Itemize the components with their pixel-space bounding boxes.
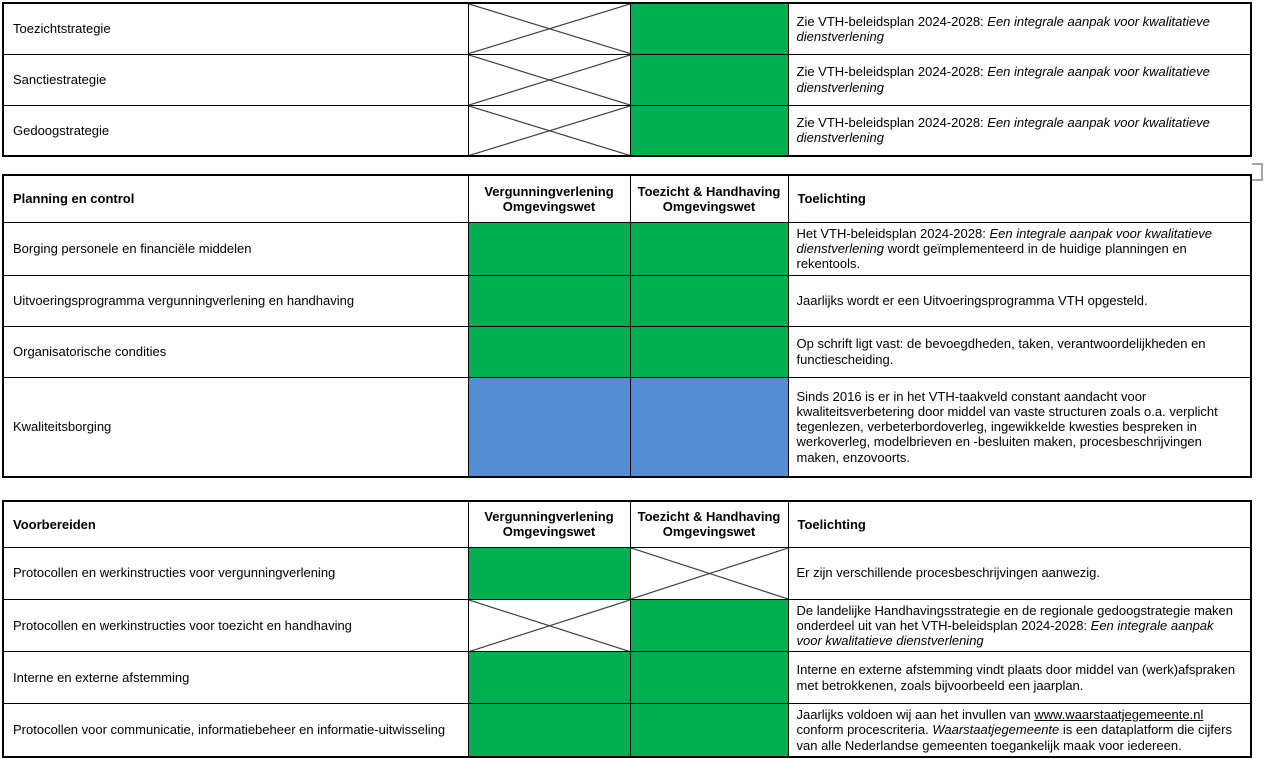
status-cell-toezicht-handhaving-green xyxy=(630,326,788,377)
table-voorbereiden xyxy=(2,500,1252,758)
toelichting-cell xyxy=(788,54,1251,105)
status-cell-vergunningverlening-green xyxy=(468,326,630,377)
table-planning-en-control xyxy=(2,174,1252,478)
text-segment: conform procescriteria. xyxy=(796,722,933,738)
text-segment: Er zijn verschillende procesbeschrijvingen aanwezig. xyxy=(796,565,1100,581)
table-row xyxy=(3,704,1251,757)
row-label: Borging personele en financiële middelen xyxy=(3,222,468,275)
status-cell-vergunningverlening-cross xyxy=(468,599,630,652)
document-page xyxy=(2,2,1252,758)
status-cell-toezicht-handhaving-green xyxy=(630,599,788,652)
object-anchor-marker xyxy=(1252,163,1263,181)
status-cell-toezicht-handhaving-green xyxy=(630,275,788,326)
toelichting-cell xyxy=(788,652,1251,704)
column-header-toelichting: Toelichting xyxy=(788,501,1251,547)
vth-assessment-tables xyxy=(2,2,1252,758)
status-cell-vergunningverlening-cross xyxy=(468,54,630,105)
column-header-vergunningverlening: Vergunningverlening Omgevingswet xyxy=(468,175,630,222)
table-row xyxy=(3,3,1251,54)
cross-icon xyxy=(469,106,630,156)
toelichting-cell xyxy=(788,105,1251,156)
status-cell-vergunningverlening-green xyxy=(468,652,630,704)
text-segment: Waarstaatjegemeente xyxy=(932,722,1060,738)
header-row xyxy=(3,175,1251,222)
status-cell-toezicht-handhaving-green xyxy=(630,652,788,704)
cross-icon xyxy=(469,55,630,105)
cross-icon xyxy=(631,548,788,599)
header-row xyxy=(3,501,1251,547)
text-segment: Zie VTH-beleidsplan 2024-2028: xyxy=(796,64,988,80)
table-row xyxy=(3,222,1251,275)
toelichting-cell xyxy=(788,704,1251,757)
row-label: Uitvoeringsprogramma vergunningverlening en handhaving xyxy=(3,275,468,326)
status-cell-toezicht-handhaving-blue xyxy=(630,377,788,477)
text-segment: Op schrift ligt vast: de bevoegdheden, taken, verantwoordelijkheden en functiescheiding. xyxy=(796,336,1206,367)
row-label: Organisatorische condities xyxy=(3,326,468,377)
status-cell-vergunningverlening-green xyxy=(468,547,630,599)
column-header-toelichting: Toelichting xyxy=(788,175,1251,222)
status-cell-toezicht-handhaving-green xyxy=(630,105,788,156)
text-segment: is een dataplatform die cijfers van alle Nederlandse gemeenten toegankelijk maak voor iedereen. xyxy=(796,722,1232,753)
column-header-toezicht-handhaving: Toezicht & Handhaving Omgevingswet xyxy=(630,501,788,547)
column-header-vergunningverlening: Vergunningverlening Omgevingswet xyxy=(468,501,630,547)
table-row xyxy=(3,599,1251,652)
section-title: Planning en control xyxy=(3,175,468,222)
status-cell-vergunningverlening-green xyxy=(468,704,630,757)
toelichting-cell xyxy=(788,599,1251,652)
text-segment: Zie VTH-beleidsplan 2024-2028: xyxy=(796,115,988,131)
section-title: Voorbereiden xyxy=(3,501,468,547)
table-strategieen xyxy=(2,2,1252,157)
text-segment: Een integrale aanpak voor kwalitatieve dienstverlening xyxy=(796,64,1210,95)
row-label: Kwaliteitsborging xyxy=(3,377,468,477)
row-label: Interne en externe afstemming xyxy=(3,652,468,704)
status-cell-toezicht-handhaving-green xyxy=(630,54,788,105)
status-cell-toezicht-handhaving-green xyxy=(630,704,788,757)
row-label: Gedoogstrategie xyxy=(3,105,468,156)
table-row xyxy=(3,54,1251,105)
status-cell-toezicht-handhaving-green xyxy=(630,3,788,54)
toelichting-cell xyxy=(788,222,1251,275)
text-segment: Jaarlijks wordt er een Uitvoeringsprogramma VTH opgesteld. xyxy=(796,292,1148,308)
text-segment: wordt geïmplementeerd in de huidige planningen en rekentools. xyxy=(796,240,1187,272)
text-segment: Interne en externe afstemming vindt plaats door middel van (werk)afspraken met betrokkenen, zoals bijvoorbeeld een jaarplan. xyxy=(796,662,1236,693)
text-segment: Zie VTH-beleidsplan 2024-2028: xyxy=(796,13,988,29)
row-label: Protocollen en werkinstructies voor toezicht en handhaving xyxy=(3,599,468,652)
status-cell-vergunningverlening-green xyxy=(468,275,630,326)
table-row xyxy=(3,275,1251,326)
status-cell-toezicht-handhaving-cross xyxy=(630,547,788,599)
table-row xyxy=(3,326,1251,377)
toelichting-cell xyxy=(788,3,1251,54)
status-cell-vergunningverlening-blue xyxy=(468,377,630,477)
row-label: Protocollen voor communicatie, informatiebeheer en informatie-uitwisseling xyxy=(3,704,468,757)
toelichting-cell xyxy=(788,326,1251,377)
text-segment: De landelijke Handhavingsstrategie en de regionale gedoogstrategie maken onderdeel uit van het VTH-beleidsplan 2024-2028: xyxy=(796,602,1234,633)
table-row xyxy=(3,547,1251,599)
toelichting-cell xyxy=(788,275,1251,326)
text-segment: Jaarlijks voldoen wij aan het invullen van xyxy=(796,707,1035,723)
status-cell-vergunningverlening-cross xyxy=(468,3,630,54)
row-label: Toezichtstrategie xyxy=(3,3,468,54)
status-cell-toezicht-handhaving-green xyxy=(630,222,788,275)
text-segment: Sinds 2016 is er in het VTH-taakveld constant aandacht voor kwaliteitsverbetering door middel van vaste structuren zoals o.a. verplicht tegenlezen, verbeterbordoverleg, ingewikkelde kwesties bespreken in werkoverleg, modelbrieven en -besluiten maken, procesbeschrijvingen maken, enzovoorts. xyxy=(796,388,1218,465)
text-segment: Een integrale aanpak voor kwalitatieve dienstverlening xyxy=(796,617,1214,648)
row-label: Protocollen en werkinstructies voor vergunningverlening xyxy=(3,547,468,599)
cross-icon xyxy=(469,4,630,54)
table-row xyxy=(3,652,1251,704)
table-row xyxy=(3,377,1251,477)
cross-icon xyxy=(469,600,630,652)
text-segment: Een integrale aanpak voor kwalitatieve dienstverlening xyxy=(796,225,1213,256)
table-row xyxy=(3,105,1251,156)
text-segment: Het VTH-beleidsplan 2024-2028: xyxy=(796,225,990,241)
waarstaatjegemeente-link[interactable]: www.waarstaatjegemeente.nl xyxy=(1034,707,1204,723)
text-segment: Een integrale aanpak voor kwalitatieve dienstverlening xyxy=(796,115,1210,146)
toelichting-cell xyxy=(788,547,1251,599)
text-segment: Een integrale aanpak voor kwalitatieve dienstverlening xyxy=(796,13,1210,44)
status-cell-vergunningverlening-cross xyxy=(468,105,630,156)
toelichting-cell xyxy=(788,377,1251,477)
column-header-toezicht-handhaving: Toezicht & Handhaving Omgevingswet xyxy=(630,175,788,222)
status-cell-vergunningverlening-green xyxy=(468,222,630,275)
row-label: Sanctiestrategie xyxy=(3,54,468,105)
